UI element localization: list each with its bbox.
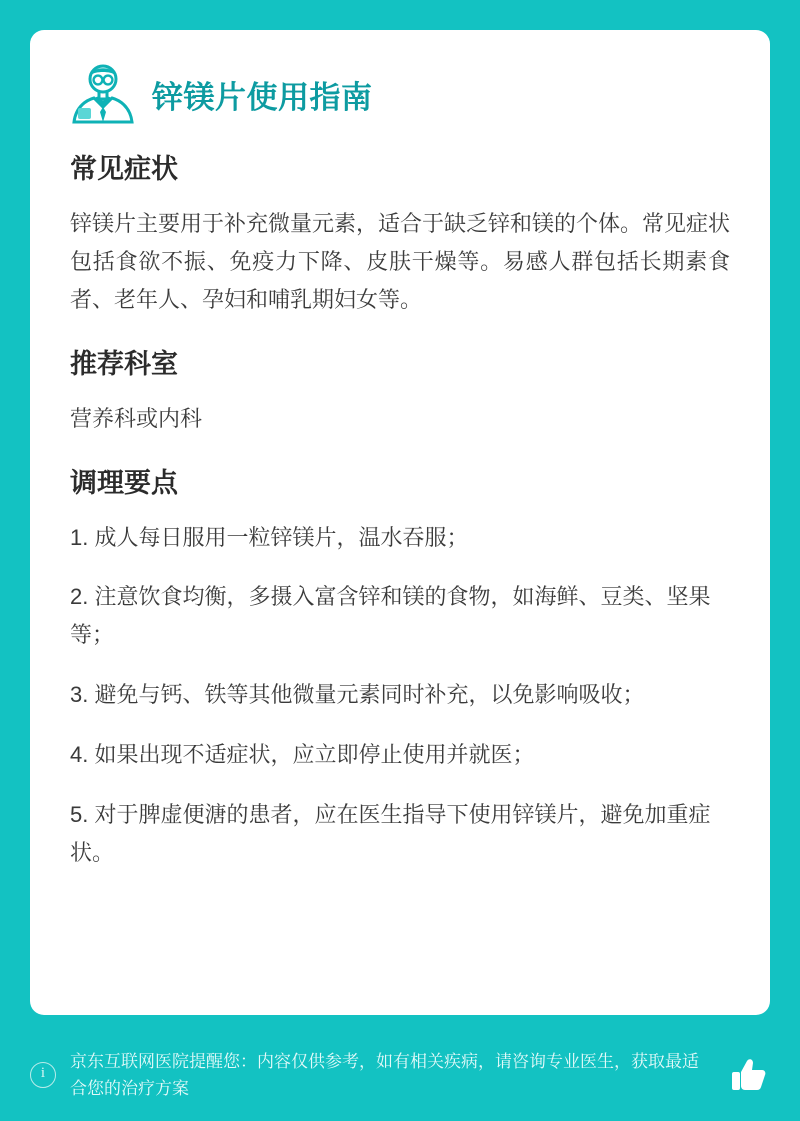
info-circle-icon: i [30,1062,56,1088]
disclaimer-text: 京东互联网医院提醒您：内容仅供参考，如有相关疾病，请咨询专业医生，获取最适合您的治疗方案 [70,1051,699,1099]
section-text-symptoms: 锌镁片主要用于补充微量元素，适合于缺乏锌和镁的个体。常见症状包括食欲不振、免疫力下降、皮肤干燥等。易感人群包括长期素食者、老年人、孕妇和哺乳期妇女等。 [70,211,731,312]
list-item: 1. 成人每日服用一粒锌镁片，温水吞服； [70,524,469,550]
footer-disclaimer [30,1048,770,1103]
care-points-list [70,519,730,872]
section-text-department: 营养科或内科 [70,405,203,431]
list-item: 3. 避免与钙、铁等其他微量元素同时补充，以免影响吸收； [70,682,645,708]
guide-card [30,30,770,1015]
section-heading-symptoms: 常见症状 [70,154,178,184]
page-title: 锌镁片使用指南 [152,80,373,115]
list-item: 4. 如果出现不适症状，应立即停止使用并就医； [70,741,535,767]
list-item: 5. 对于脾虚便溏的患者，应在医生指导下使用锌镁片，避免加重症状。 [70,801,711,865]
section-heading-department: 推荐科室 [70,348,178,379]
section-heading-care-points: 调理要点 [70,467,178,498]
card-header [70,64,730,126]
thumbs-up-icon[interactable] [728,1054,770,1096]
doctor-avatar-icon [70,60,136,126]
list-item: 2. 注意饮食均衡，多摄入富含锌和镁的食物，如海鲜、豆类、坚果等； [70,584,711,648]
